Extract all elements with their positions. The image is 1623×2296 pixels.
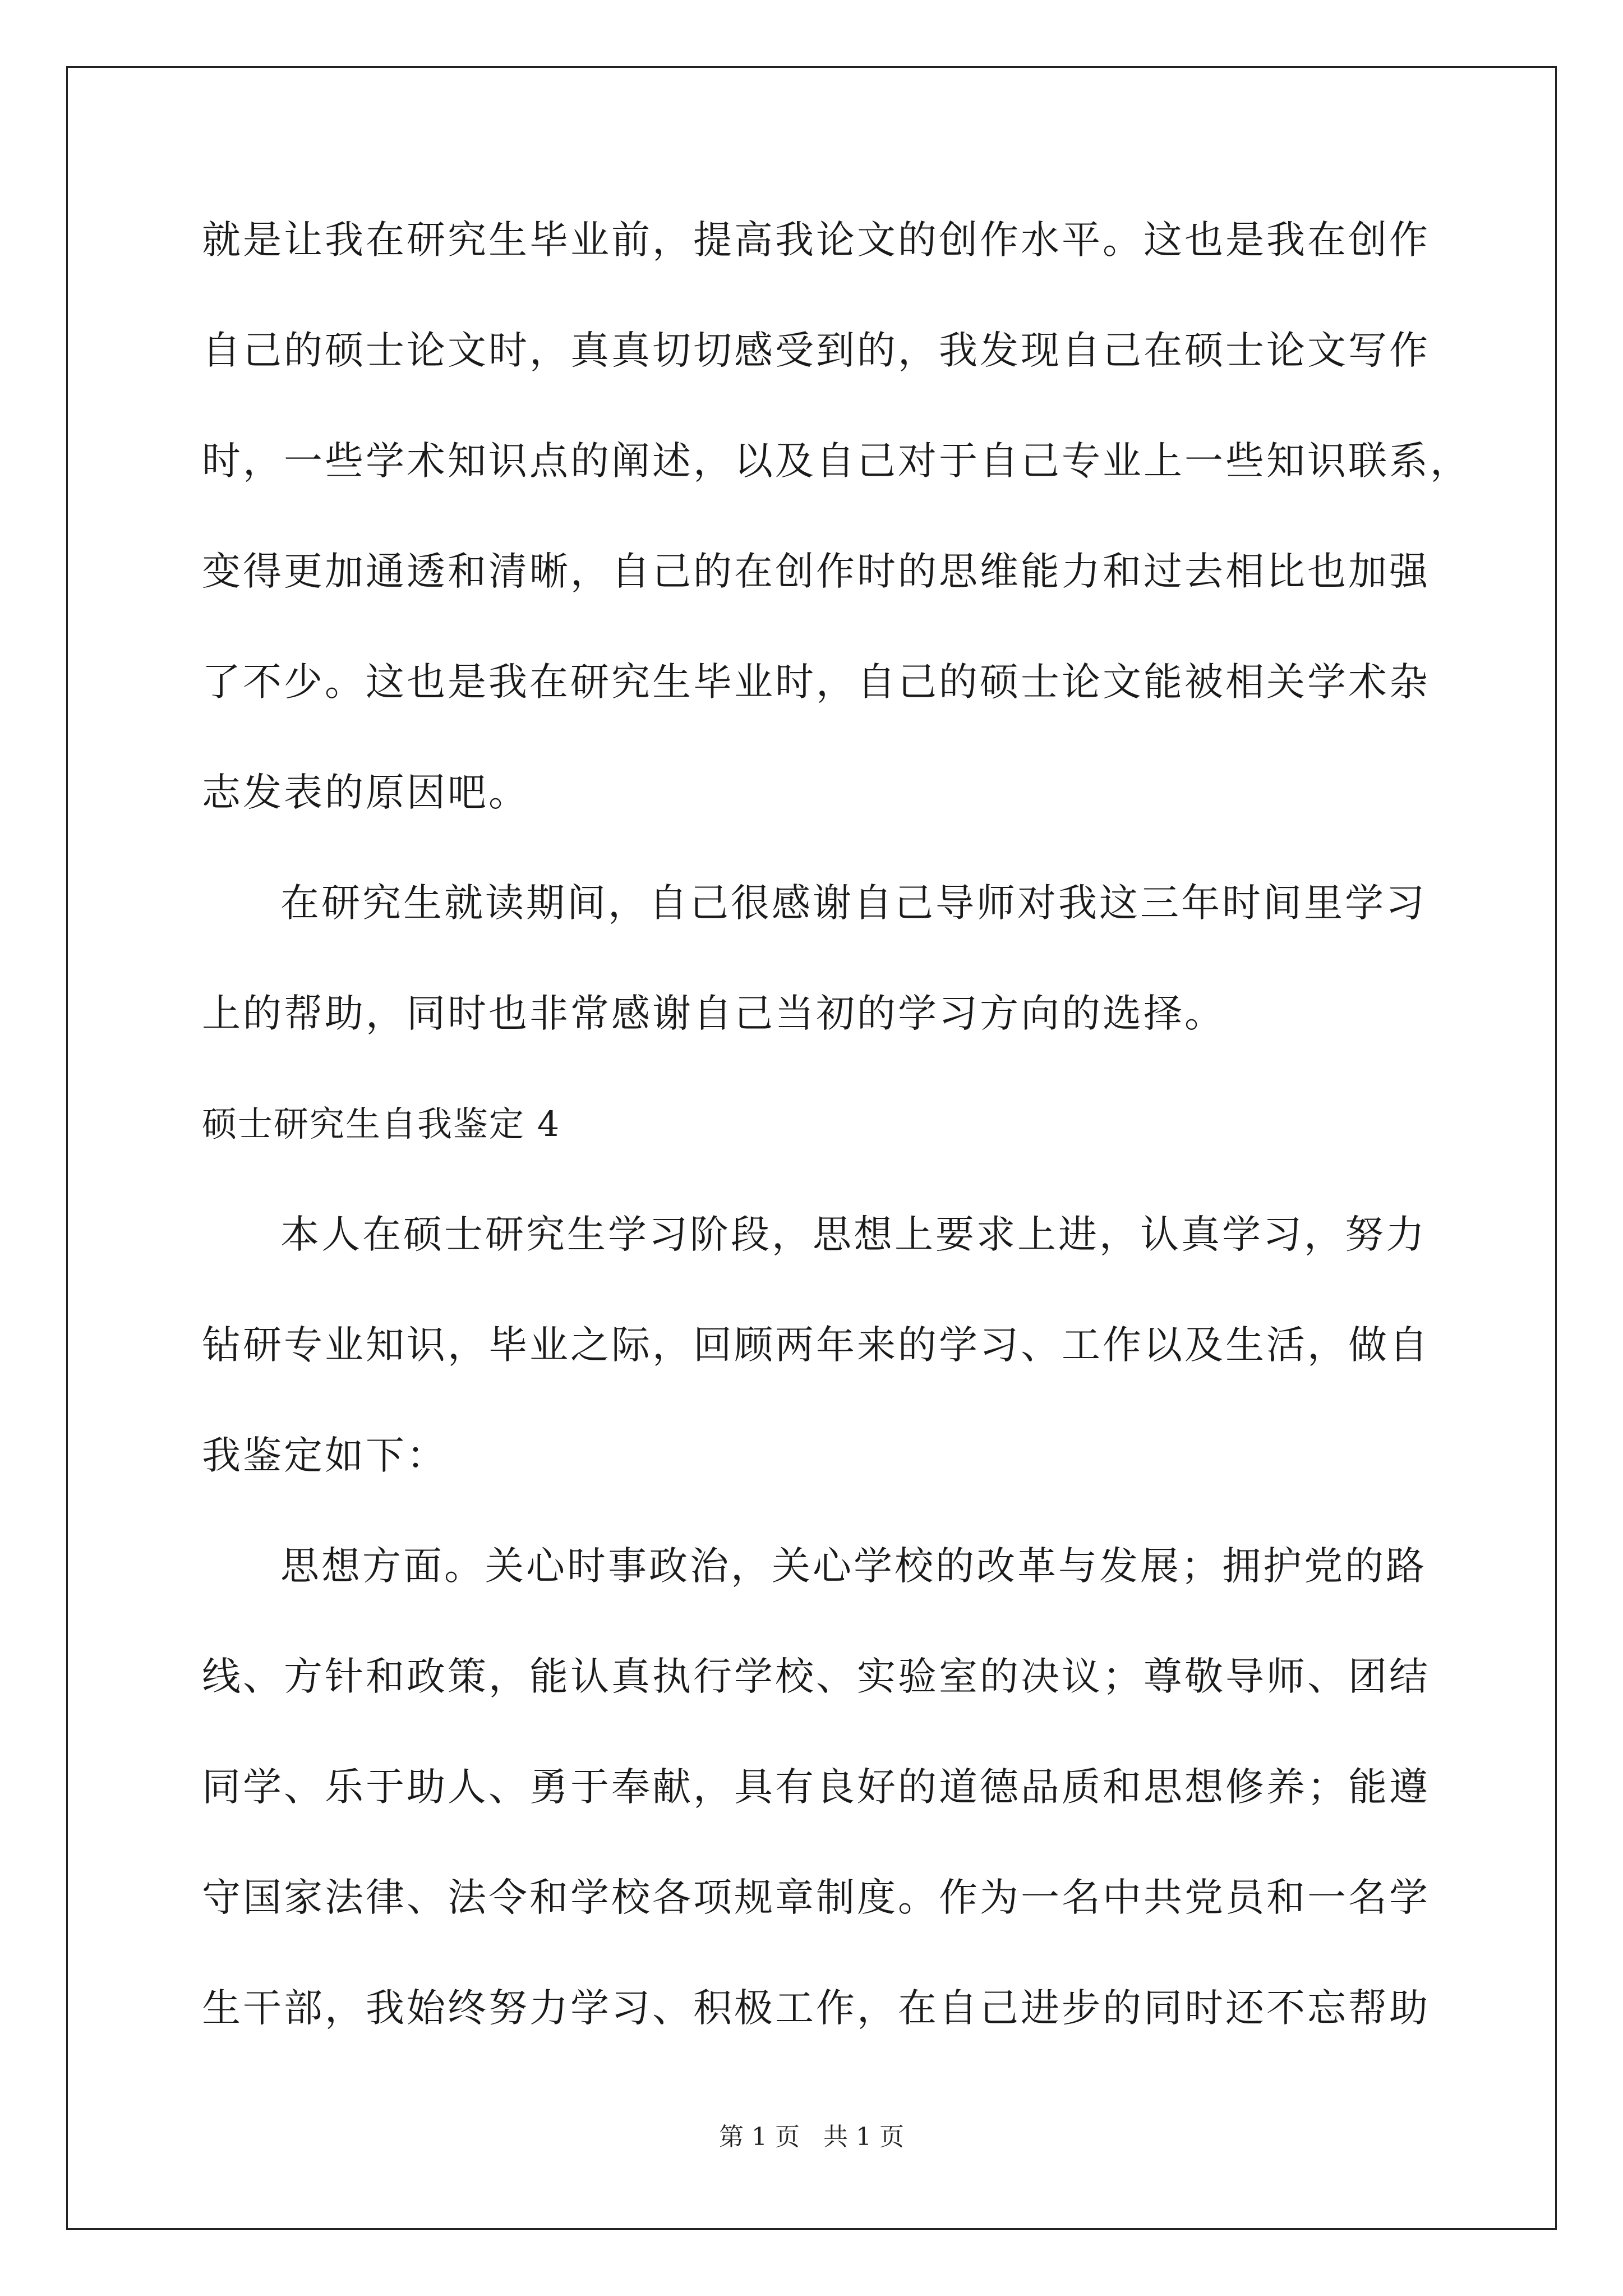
text-line: 守国家法律、法令和学校各项规章制度。作为一名中共党员和一名学 bbox=[202, 1875, 1430, 1920]
text-line: 自己的硕士论文时，真真切切感受到的，我发现自己在硕士论文写作 bbox=[202, 328, 1430, 373]
text-line: 线、方针和政策，能认真执行学校、实验室的决议；尊敬导师、团结 bbox=[202, 1654, 1430, 1699]
paragraph-first-line: 在研究生就读期间，自己很感谢自己导师对我这三年时间里学习 bbox=[280, 881, 1427, 926]
text-line: 志发表的原因吧。 bbox=[202, 770, 529, 815]
text-line: 上的帮助，同时也非常感谢自己当初的学习方向的选择。 bbox=[202, 991, 1225, 1036]
text-line: 时，一些学术知识点的阐述，以及自己对于自己专业上一些知识联系， bbox=[202, 439, 1471, 484]
section-heading: 硕士研究生自我鉴定 4 bbox=[202, 1103, 561, 1144]
text-line: 变得更加通透和清晰，自己的在创作时的思维能力和过去相比也加强 bbox=[202, 549, 1430, 594]
page-number-footer: 第 1 页 共 1 页 bbox=[719, 2123, 904, 2151]
paragraph-first-line: 思想方面。关心时事政治，关心学校的改革与发展；拥护党的路 bbox=[280, 1544, 1427, 1589]
text-line: 同学、乐于助人、勇于奉献，具有良好的道德品质和思想修养；能遵 bbox=[202, 1765, 1430, 1810]
text-line: 钻研专业知识，毕业之际，回顾两年来的学习、工作以及生活，做自 bbox=[202, 1323, 1430, 1368]
text-line: 就是让我在研究生毕业前，提高我论文的创作水平。这也是我在创作 bbox=[202, 218, 1430, 263]
text-line: 了不少。这也是我在研究生毕业时，自己的硕士论文能被相关学术杂 bbox=[202, 660, 1430, 705]
text-line: 生干部，我始终努力学习、积极工作，在自己进步的同时还不忘帮助 bbox=[202, 1986, 1430, 2031]
text-line: 我鉴定如下： bbox=[202, 1433, 448, 1478]
paragraph-first-line: 本人在硕士研究生学习阶段，思想上要求上进，认真学习，努力 bbox=[280, 1212, 1427, 1257]
